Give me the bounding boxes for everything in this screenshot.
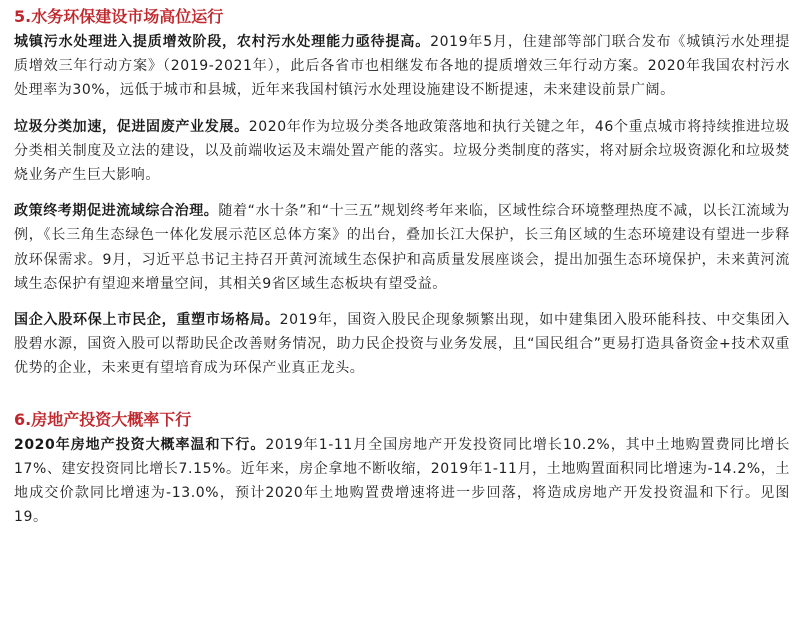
paragraph-waste-sorting bbox=[14, 115, 790, 188]
section-5-heading: 5.水务环保建设市场高位运行 bbox=[14, 7, 224, 26]
paragraph-lead: 垃圾分类加速，促进固废产业发展。 bbox=[14, 118, 249, 135]
paragraph-lead: 国企入股环保上市民企，重塑市场格局。 bbox=[14, 312, 280, 329]
paragraph-lead: 政策终考期促进流域综合治理。 bbox=[14, 203, 219, 220]
paragraph-lead: 城镇污水处理进入提质增效阶段，农村污水处理能力亟待提高。 bbox=[14, 34, 431, 50]
paragraph-body: 2019年5月，住建部等部门联合发布《城镇污水处理提质增效三年行动方案》（2019-2021年），此后各省市也相继发布各地的提质增效三年行动方案。2020年我国农村污水处理率为30%，远低于城市和县城，近年来我国村镇污水处理设施建设不断提速，未来建设前景广阔。 bbox=[14, 34, 790, 99]
paragraph-soe-investment bbox=[14, 308, 790, 381]
section-spacer bbox=[14, 393, 790, 409]
paragraph-sewage-treatment bbox=[14, 30, 790, 103]
paragraph-body: 2019年1-11月全国房地产开发投资同比增长10.2%，其中土地购置费同比增长17%、建安投资同比增长7.15%。近年来，房企拿地不断收缩，2019年1-11月，土地购置面积同比增速为-14.2%，土地成交价款同比增速为-13.0%，预计2020年土地购置费增速将进一步回落，将造成房地产开发投资温和下行。见图19。 bbox=[14, 436, 791, 526]
paragraph-body: 2020年作为垃圾分类各地政策落地和执行关键之年，46个重点城市将持续推进垃圾分类相关制度及立法的建设，以及前端收运及末端处置产能的落实。垃圾分类制度的落实，将对厨余垃圾资源化和垃圾焚烧业务产生巨大影响。 bbox=[14, 118, 790, 184]
paragraph-lead: 2020年房地产投资大概率温和下行。 bbox=[14, 436, 266, 453]
paragraph-real-estate bbox=[14, 433, 790, 530]
paragraph-body: 随着“水十条”和“十三五”规划终考年来临，区域性综合环境整理热度不减，以长江流域为例，《长三角生态绿色一体化发展示范区总体方案》的出台，叠加长江大保护，长三角区域的生态环境建设有望进一步释放环保需求。9月，习近平总书记主持召开黄河流域生态保护和高质量发展座谈会，提出加强生态环境保护，未来黄河流域生态保护有望迎来增量空间，其相关9省区域生态板块有望受益。 bbox=[14, 203, 791, 292]
section-6-heading: 6.房地产投资大概率下行 bbox=[14, 409, 192, 429]
paragraph-body: 2019年，国资入股民企现象频繁出现，如中建集团入股环能科技、中交集团入股碧水源，国资入股可以帮助民企改善财务情况，助力民企投资与业务发展，且“国民组合”更易打造具备资金+技术双重优势的企业，未来更有望培育成为环保产业真正龙头。 bbox=[14, 312, 790, 377]
paragraph-basin-governance bbox=[14, 199, 790, 296]
